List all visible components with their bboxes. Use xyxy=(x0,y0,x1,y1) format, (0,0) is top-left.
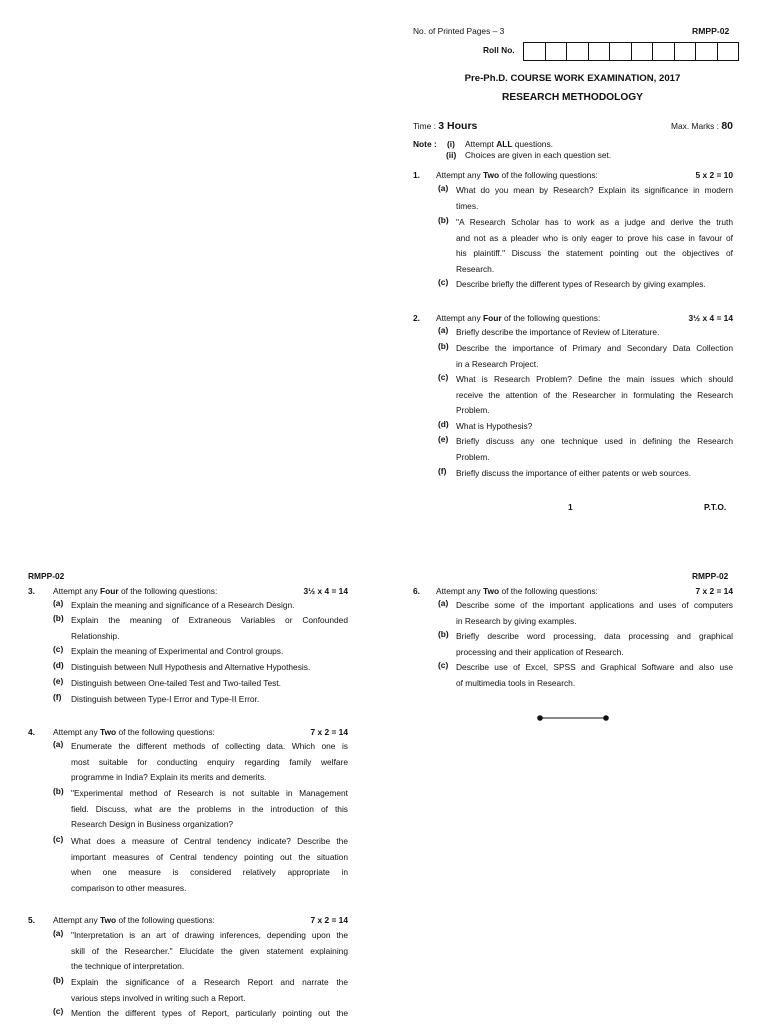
question-3-marks: 3½ x 4 = 14 xyxy=(303,586,348,596)
note-text-2: Choices are given in each question set. xyxy=(465,150,612,160)
q5-sub-c: (c) Mention the different types of Report, particularly pointing out the xyxy=(53,1006,348,1018)
question-6-heading: 6. Attempt any Two of the following questions: 7 x 2 = 14 xyxy=(413,586,733,596)
roll-number-boxes xyxy=(523,42,739,61)
printed-pages: No. of Printed Pages – 3 xyxy=(413,26,505,36)
q3-sub-d: (d) Distinguish between Null Hypothesis and Alternative Hypothesis. xyxy=(53,660,311,672)
q1-sub-a: (a) What do you mean by Research? Explain its significance in modern times. xyxy=(438,183,733,211)
q4-sub-b: (b) "Experimental method of Research is not suitable in Management field. Discuss, what are the problems in the introduction of this Research Design in Business organization? xyxy=(53,786,348,830)
q4-sub-a: (a) Enumerate the different methods of collecting data. Which one is most suitable for conducting enquiry regarding family welfare programme in India? Explain its merits and demerits. xyxy=(53,739,348,783)
q2-sub-b: (b) Describe the importance of Primary and Secondary Data Collection in a Research Project. xyxy=(438,341,733,369)
marks-label: Max. Marks : xyxy=(671,121,719,131)
q2-sub-a: (a) Briefly describe the importance of Review of Literature. xyxy=(438,325,660,337)
time-line xyxy=(413,120,477,132)
note-num-1: (i) xyxy=(447,139,455,149)
q2-sub-f: (f) Briefly discuss the importance of either patents or web sources. xyxy=(438,466,692,478)
q3-sub-f: (f) Distinguish between Type-I Error and Type-II Error. xyxy=(53,692,260,704)
subject-title: RESEARCH METHODOLOGY xyxy=(502,92,643,103)
page2-code-left: RMPP-02 xyxy=(28,571,65,581)
q2-sub-d: (d) What is Hypothesis? xyxy=(438,419,533,431)
question-2-marks: 3½ x 4 = 14 xyxy=(688,313,733,323)
q4-sub-c: (c) What does a measure of Central tendency indicate? Describe the important measures of Central tendency pointing out the situation when one measure is considered relatively appropriate in comparison to other measures. xyxy=(53,834,348,893)
q6-sub-a: (a) Describe some of the important applications and uses of computers in Research by giving examples. xyxy=(438,598,733,626)
marks-value: 80 xyxy=(721,120,733,132)
note-label: Note : xyxy=(413,139,437,149)
q5-sub-b: (b) Explain the significance of a Research Report and narrate the various steps involved in writing such a Report. xyxy=(53,975,348,1003)
pto-label: P.T.O. xyxy=(704,502,727,512)
question-2-heading: 2. Attempt any Four of the following questions: 3½ x 4 = 14 xyxy=(413,313,733,323)
time-value: 3 Hours xyxy=(438,120,478,132)
q5-sub-a: (a) "Interpretation is an art of drawing inferences, depending upon the skill of the Researcher." Elucidate the given statement explaining the technique of interpretation. xyxy=(53,928,348,972)
question-5-marks: 7 x 2 = 14 xyxy=(310,915,348,925)
q6-sub-c: (c) Describe use of Excel, SPSS and Graphical Software and also use of multimedia tools in Research. xyxy=(438,660,733,688)
question-4-marks: 7 x 2 = 14 xyxy=(310,727,348,737)
max-marks xyxy=(671,120,733,132)
page-number: 1 xyxy=(568,502,573,512)
roll-label: Roll No. xyxy=(483,45,515,55)
q6-sub-b: (b) Briefly describe word processing, data processing and graphical processing and their application of Research. xyxy=(438,629,733,657)
question-5-heading: 5. Attempt any Two of the following questions: 7 x 2 = 14 xyxy=(28,915,348,925)
note-num-2: (ii) xyxy=(446,150,457,160)
question-3-heading: 3. Attempt any Four of the following questions: 3½ x 4 = 14 xyxy=(28,586,348,596)
question-6-marks: 7 x 2 = 14 xyxy=(695,586,733,596)
q1-sub-c: (c) Describe briefly the different types of Research by giving examples. xyxy=(438,277,706,289)
paper-code: RMPP-02 xyxy=(692,26,730,36)
q3-sub-c: (c) Explain the meaning of Experimental and Control groups. xyxy=(53,644,284,656)
time-label: Time : xyxy=(413,121,436,131)
q3-sub-a: (a) Explain the meaning and significance of a Research Design. xyxy=(53,598,295,610)
q1-sub-b: (b) "A Research Scholar has to work as a judge and derive the truth and not as a pleader who is only eager to prove his case in favour of his plaintiff." Discuss the statement pointing out the objectives of Research. xyxy=(438,215,733,274)
question-4-heading: 4. Attempt any Two of the following questions: 7 x 2 = 14 xyxy=(28,727,348,737)
q2-sub-c: (c) What is Research Problem? Define the main issues which should receive the attention of the Researcher in formulating the Research Problem. xyxy=(438,372,733,416)
q2-sub-e: (e) Briefly discuss any one technique used in defining the Research Problem. xyxy=(438,434,733,462)
note-text-1: Attempt ALL questions. xyxy=(465,139,553,149)
page2-code-right: RMPP-02 xyxy=(692,571,729,581)
q3-sub-b: (b) Explain the meaning of Extraneous Variables or Confounded Relationship. xyxy=(53,613,348,641)
q3-sub-e: (e) Distinguish between One-tailed Test and Two-tailed Test. xyxy=(53,676,281,688)
exam-title: Pre-Ph.D. COURSE WORK EXAMINATION, 2017 xyxy=(464,73,681,84)
question-1-marks: 5 x 2 = 10 xyxy=(695,170,733,180)
end-marker xyxy=(536,713,610,723)
question-1-heading: 1. Attempt any Two of the following questions: 5 x 2 = 10 xyxy=(413,170,733,180)
